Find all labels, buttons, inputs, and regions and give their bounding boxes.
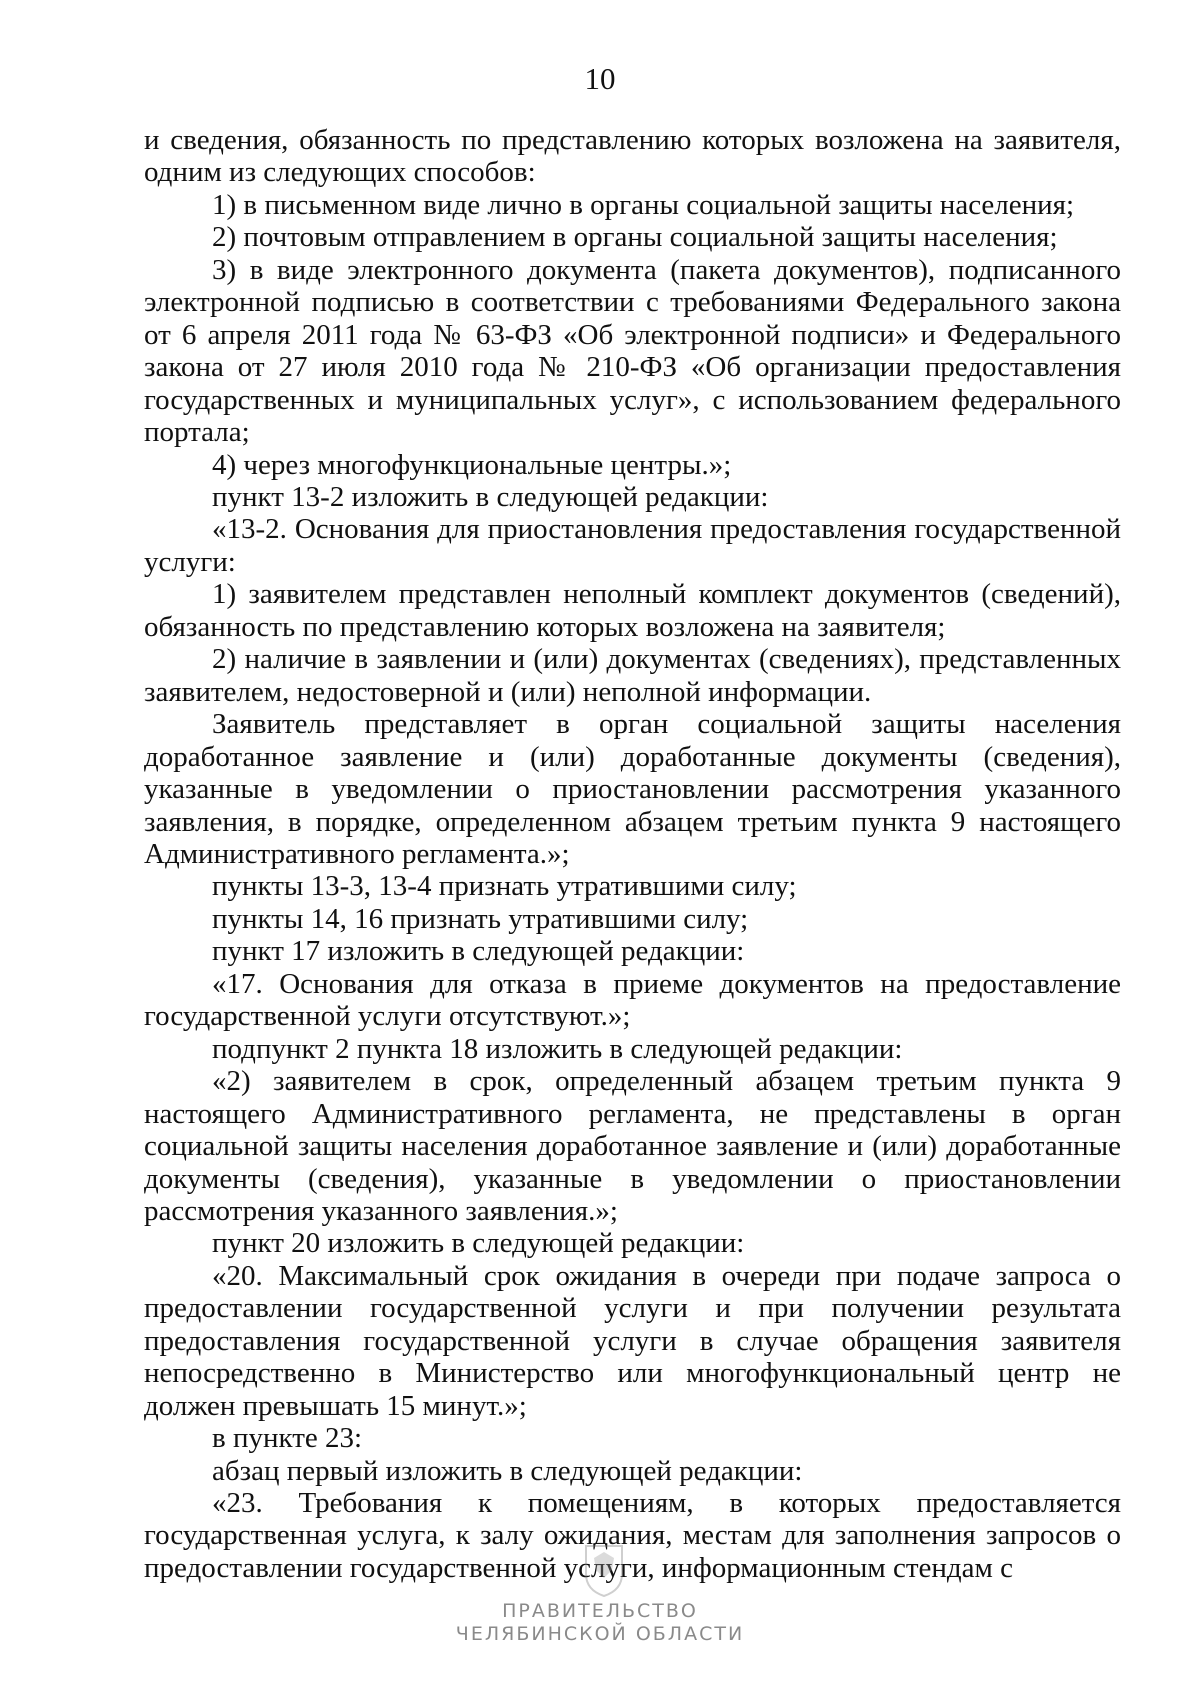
paragraph: пункт 20 изложить в следующей редакции: [212,1227,745,1260]
page-number: 10 [584,61,616,96]
paragraph: 1) в письменном виде лично в органы социальной защиты населения; [212,188,1075,221]
coat-of-arms-seal [582,1540,626,1598]
issuer-stamp [0,1600,1200,1646]
paragraph: абзац первый изложить в следующей редакции: [212,1454,803,1487]
paragraph: и сведения, обязанность по представлению которых возложена на заявителя, одним из следующих способов: [144,124,1121,189]
paragraph: в пункте 23: [212,1422,363,1455]
paragraph: «17. Основания для отказа в приеме документов на предоставление государственной услуги отсутствуют.»; [144,967,1121,1033]
paragraph: 1) заявителем представлен неполный комплект документов (сведений), обязанность по представлению которых возложена на заявителя; [144,578,1121,643]
paragraph: «20. Максимальный срок ожидания в очереди при подаче запроса о предоставлении государственной услуги и при получении результата предоставления государственной услуги в случае обращения заявителя непосредственно в Министерство или многофункциональный центр не должен превышать 15 минут.»; [144,1259,1121,1422]
paragraph: «23. Требования к помещениям, в которых предоставляется государственная услуга, к залу ожидания, местам для заполнения запросов о предоставлении государственной услуги, информационным стендам с [144,1487,1121,1584]
document-body [144,124,1121,1584]
issuer-stamp-line1: ПРАВИТЕЛЬСТВО [502,1600,698,1622]
paragraph: 3) в виде электронного документа (пакета документов), подписанного электронной подписью в соответствии с требованиями Федерального закона от 6 апреля 2011 года № 63-ФЗ «Об электронной подписи» и Федерального закона от 27 июля 2010 года № 210-ФЗ «Об организации предоставления государственных и муниципальных услуг», с использованием федерального портала; [144,253,1121,449]
paragraph: Заявитель представляет в орган социальной защиты населения доработанное заявление и (или) доработанные документы (сведения), указанные в уведомлении о приостановлении рассмотрения указанного заявления, в порядке, определенном абзацем третьим пункта 9 настоящего Административного регламента.»; [144,708,1121,870]
paragraph: пункты 13-3, 13-4 признать утратившими силу; [212,870,797,903]
paragraph: подпункт 2 пункта 18 изложить в следующей редакции: [212,1032,903,1065]
paragraph: «13-2. Основания для приостановления предоставления государственной услуги: [144,513,1121,578]
paragraph: 4) через многофункциональные центры.»; [212,448,732,481]
paragraph: 2) наличие в заявлении и (или) документах (сведениях), представленных заявителем, недостоверной и (или) неполной информации. [144,643,1121,708]
paragraph: пункт 17 изложить в следующей редакции: [212,935,745,968]
paragraph: «2) заявителем в срок, определенный абзацем третьим пункта 9 настоящего Административного регламента, не представлены в орган социальной защиты населения доработанное заявление и (или) доработанные документы (сведения), указанные в уведомлении о приостановлении рассмотрения указанного заявления.»; [144,1065,1121,1227]
paragraph: пункты 14, 16 признать утратившими силу; [212,902,749,935]
paragraph: пункт 13-2 изложить в следующей редакции: [212,480,769,513]
issuer-stamp-line2: ЧЕЛЯБИНСКОЙ ОБЛАСТИ [455,1623,745,1645]
paragraph: 2) почтовым отправлением в органы социальной защиты населения; [212,221,1058,254]
